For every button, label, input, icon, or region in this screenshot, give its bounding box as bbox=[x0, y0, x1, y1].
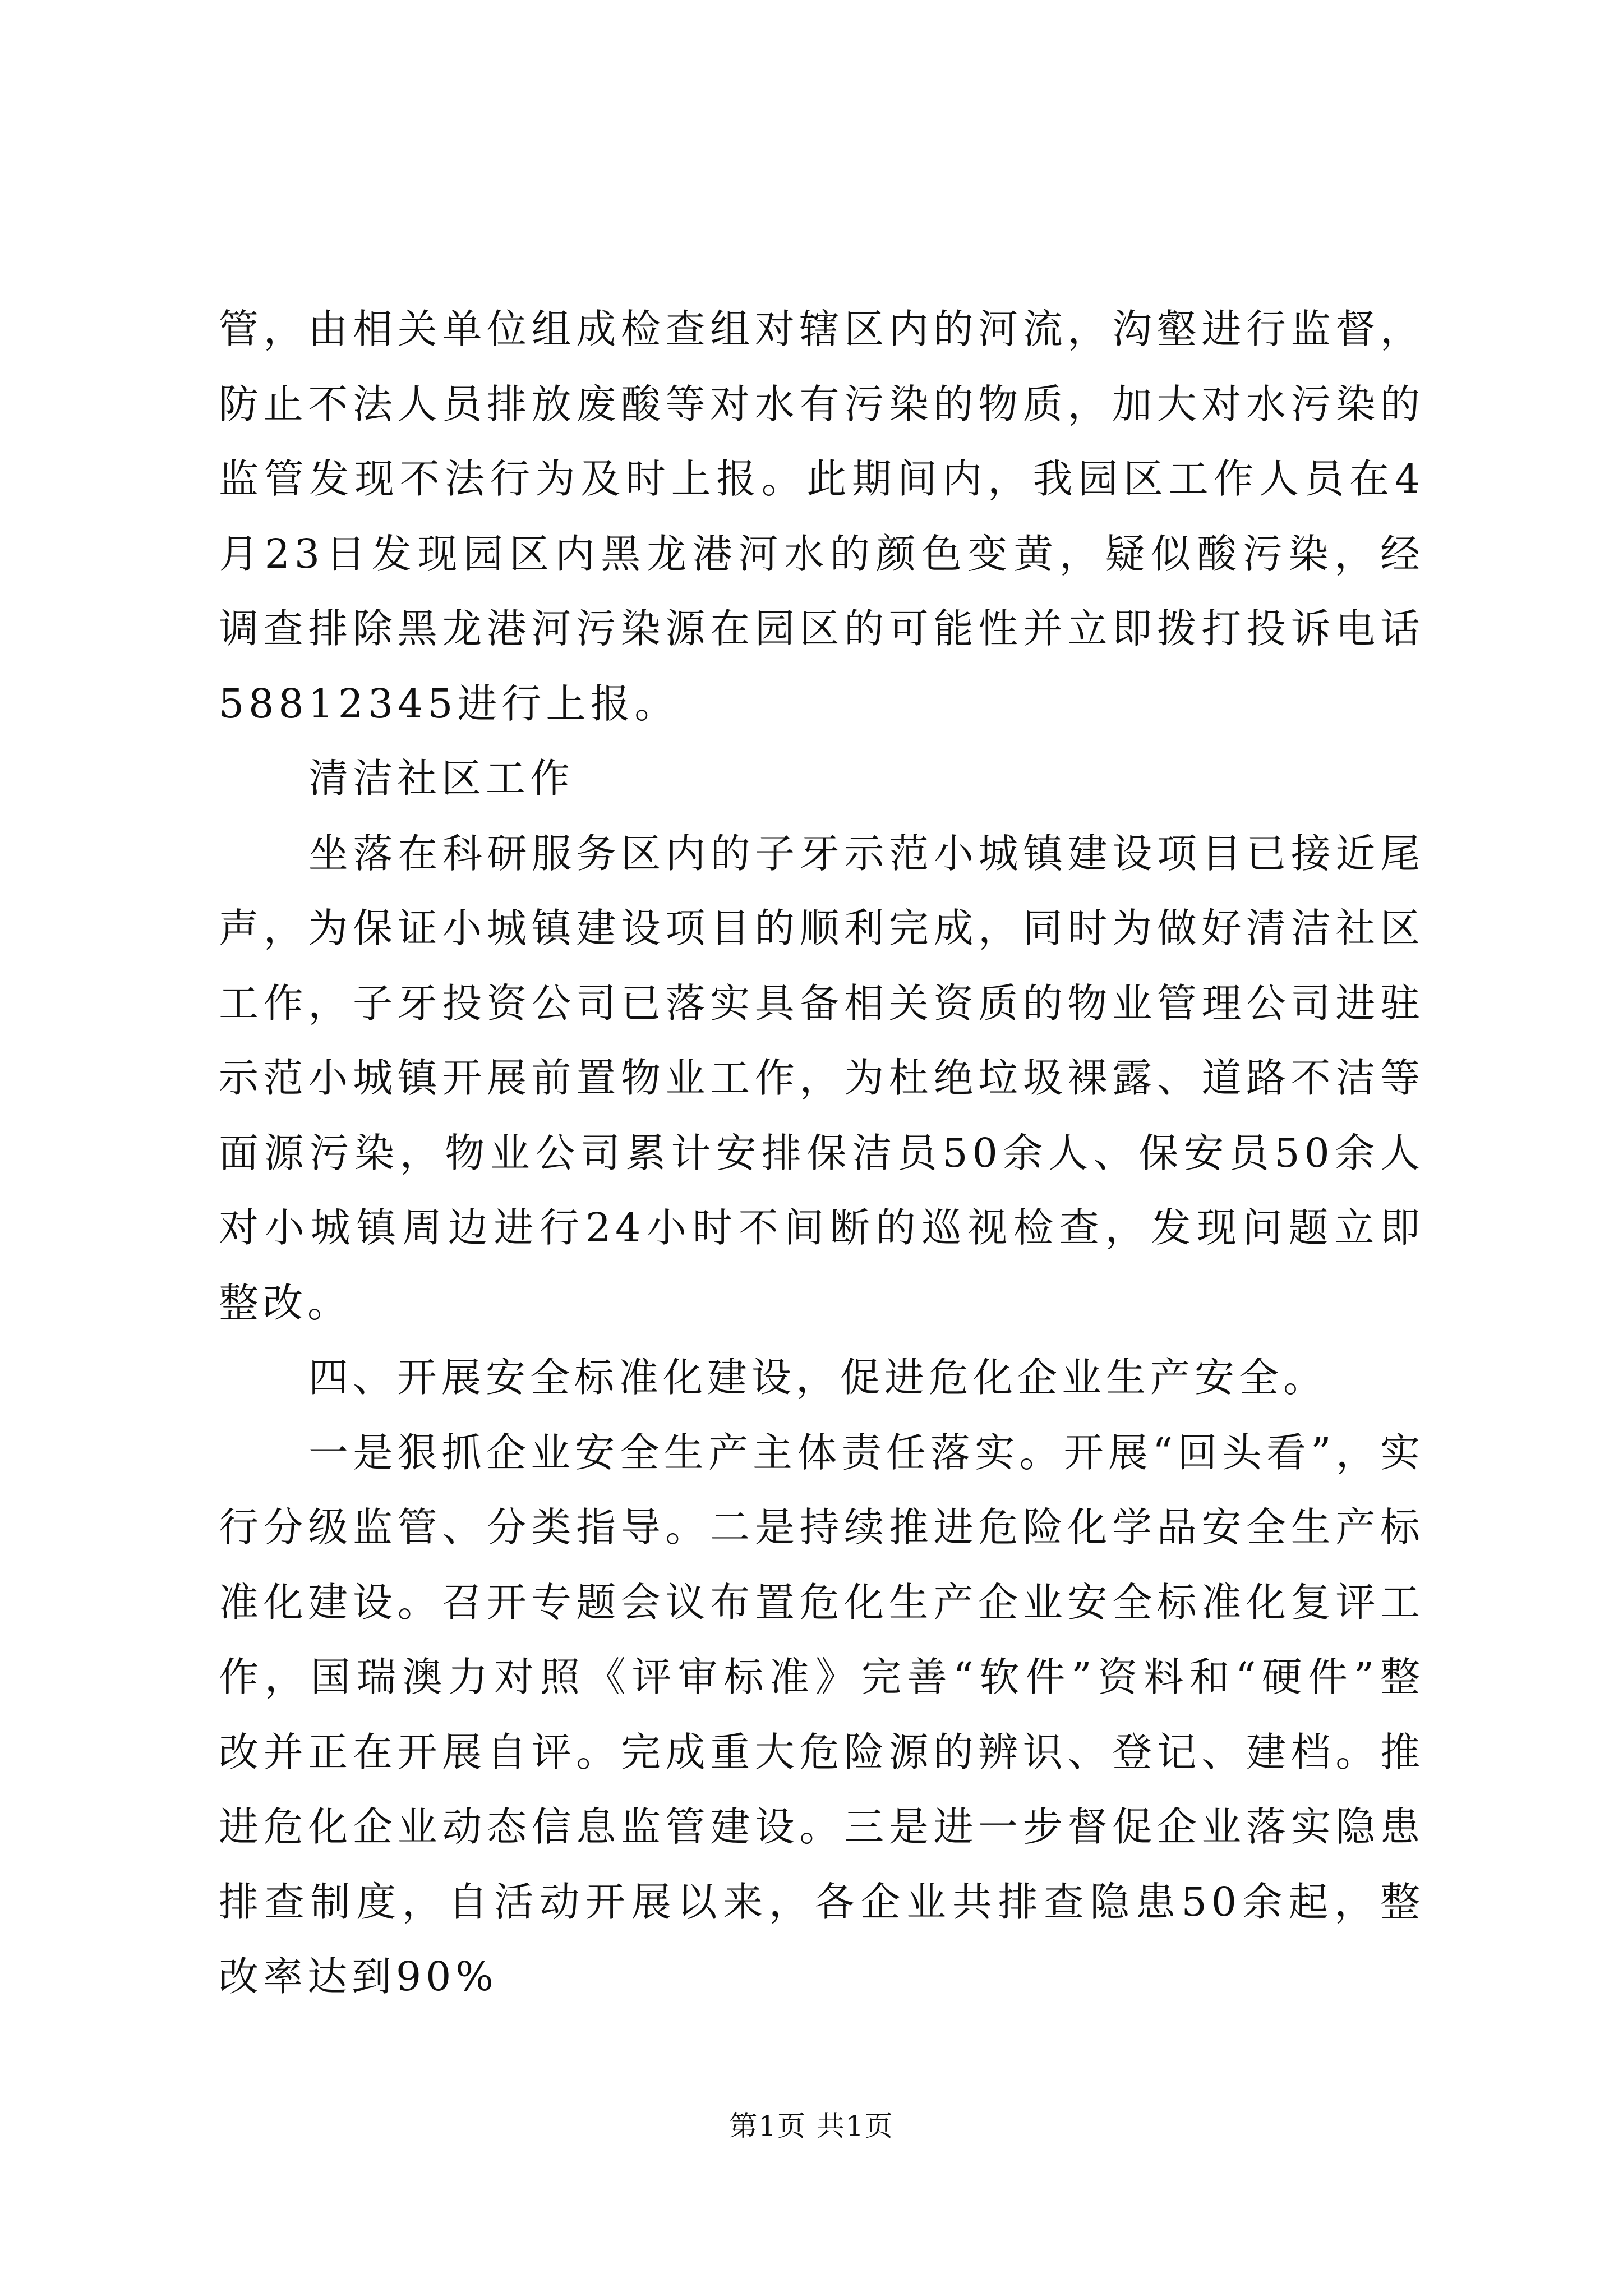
paragraph-clean-community: 坐落在科研服务区内的子牙示范小城镇建设项目已接近尾声，为保证小城镇建设项目的顺利完成，同时为做好清洁社区工作，子牙投资公司已落实具备相关资质的物业管理公司进驻示范小城镇开展前置物业工作，为杜绝垃圾裸露、道路不洁等面源污染，物业公司累计安排保洁员50余人、保安员50余人对小城镇周边进行24小时不间断的巡视检查，发现问题立即整改。 bbox=[219, 830, 1424, 1326]
heading-section-four: 四、开展安全标准化建设，促进危化企业生产安全。 bbox=[308, 1354, 1328, 1401]
heading-clean-community: 清洁社区工作 bbox=[308, 755, 575, 802]
paragraph-section-four: 一是狠抓企业安全生产主体责任落实。开展“回头看”，实行分级监管、分类指导。二是持续推进危险化学品安全生产标准化建设。召开专题会议布置危化生产企业安全标准化复评工作，国瑞澳力对照《评审标准》完善“软件”资料和“硬件”整改并正在开展自评。完成重大危险源的辨识、登记、建档。推进危化企业动态信息监管建设。三是进一步督促企业落实隐患排查制度，自活动开展以来，各企业共排查隐患50余起，整改率达到90% bbox=[219, 1429, 1424, 2000]
document-body bbox=[219, 292, 1424, 2014]
paragraph-water-supervision: 管，由相关单位组成检查组对辖区内的河流，沟壑进行监督，防止不法人员排放废酸等对水有污染的物质，加大对水污染的监管发现不法行为及时上报。此期间内，我园区工作人员在4月23日发现园区内黑龙港河水的颜色变黄，疑似酸污染，经调查排除黑龙港河污染源在园区的可能性并立即拨打投诉电话58812345进行上报。 bbox=[219, 306, 1424, 727]
page-footer: 第1页 共1页 bbox=[729, 2110, 894, 2142]
